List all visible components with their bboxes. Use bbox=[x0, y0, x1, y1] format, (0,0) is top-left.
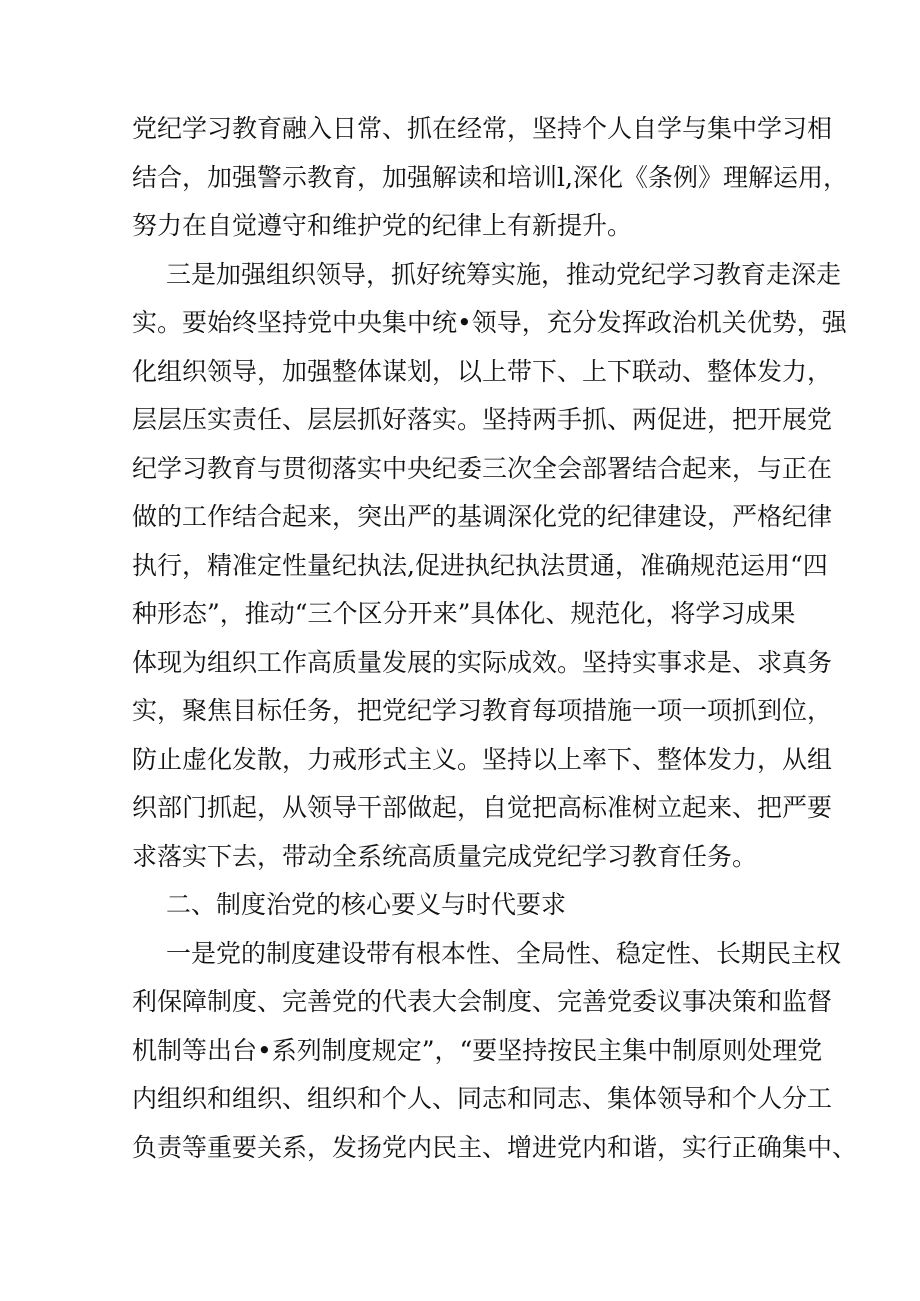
document-body bbox=[132, 105, 858, 1172]
text-line-12: 体现为组织工作高质量发展的实际成效。坚持实事求是、求真务 bbox=[132, 647, 833, 677]
paragraph-start-line: 一是党的制度建设带有根本性、全局性、稳定性、长期民主权 bbox=[166, 938, 842, 968]
text-line-7: 层层压实责任、层层抓好落实。坚持两手抓、两促进，把开展党 bbox=[132, 405, 833, 434]
text-line-1: 党纪学习教育融入日常、抓在经常，坚持个人自学与集中学习相 bbox=[132, 114, 833, 143]
section-heading: 二、制度治党的核心要义与时代要求 bbox=[166, 890, 567, 919]
text-line-21: 内组织和组织、组织和个人、同志和同志、集体领导和个人分工 bbox=[132, 1084, 833, 1113]
text-line-19: 利保障制度、完善党的代表大会制度、完善党委议事决策和监督 bbox=[132, 987, 833, 1016]
text-line-11: 种形态”，推动“三个区分开来”具体化、规范化，将学习成果 bbox=[132, 599, 796, 628]
text-line-8: 纪学习教育与贯彻落实中央纪委三次全会部署结合起来，与正在 bbox=[132, 453, 833, 483]
text-line-9: 做的工作结合起来，突出严的基调深化党的纪律建设，严格纪律 bbox=[132, 502, 833, 531]
text-line-3: 努力在自觉遵守和维护党的纪律上有新提升。 bbox=[132, 211, 633, 240]
text-line-20: 机制等出台•系列制度规定”，“要坚持按民主集中制原则处理党 bbox=[132, 1035, 823, 1065]
text-line-16: 求落实下去，带动全系统高质量完成党纪学习教育任务。 bbox=[132, 841, 758, 871]
text-line-13: 实，聚焦目标任务，把党纪学习教育每项措施一项一项抓到位， bbox=[132, 696, 833, 725]
text-line-14: 防止虚化发散，力戒形式主义。坚持以上率下、整体发力，从组 bbox=[132, 744, 833, 774]
text-line-6: 化组织领导，加强整体谋划，以上带下、上下联动、整体发力， bbox=[132, 356, 833, 386]
text-line-5: 实。要始终坚持党中央集中统•领导，充分发挥政治机关优势，强 bbox=[132, 308, 847, 337]
text-line-10: 执行，精准定性量纪执法,促进执纪执法贯通，准确规范运用“四 bbox=[132, 550, 828, 580]
text-line-2: 结合，加强警示教育，加强解读和培训l,深化《条例》理解运用， bbox=[132, 162, 848, 192]
text-line-15: 织部门抓起，从领导干部做起，自觉把高标准树立起来、把严要 bbox=[132, 793, 833, 822]
text-line-22: 负责等重要关系，发扬党内民主、增进党内和谐，实行正确集中、 bbox=[132, 1132, 858, 1162]
paragraph-start-line: 三是加强组织领导，抓好统筹实施，推动党纪学习教育走深走 bbox=[166, 259, 842, 289]
